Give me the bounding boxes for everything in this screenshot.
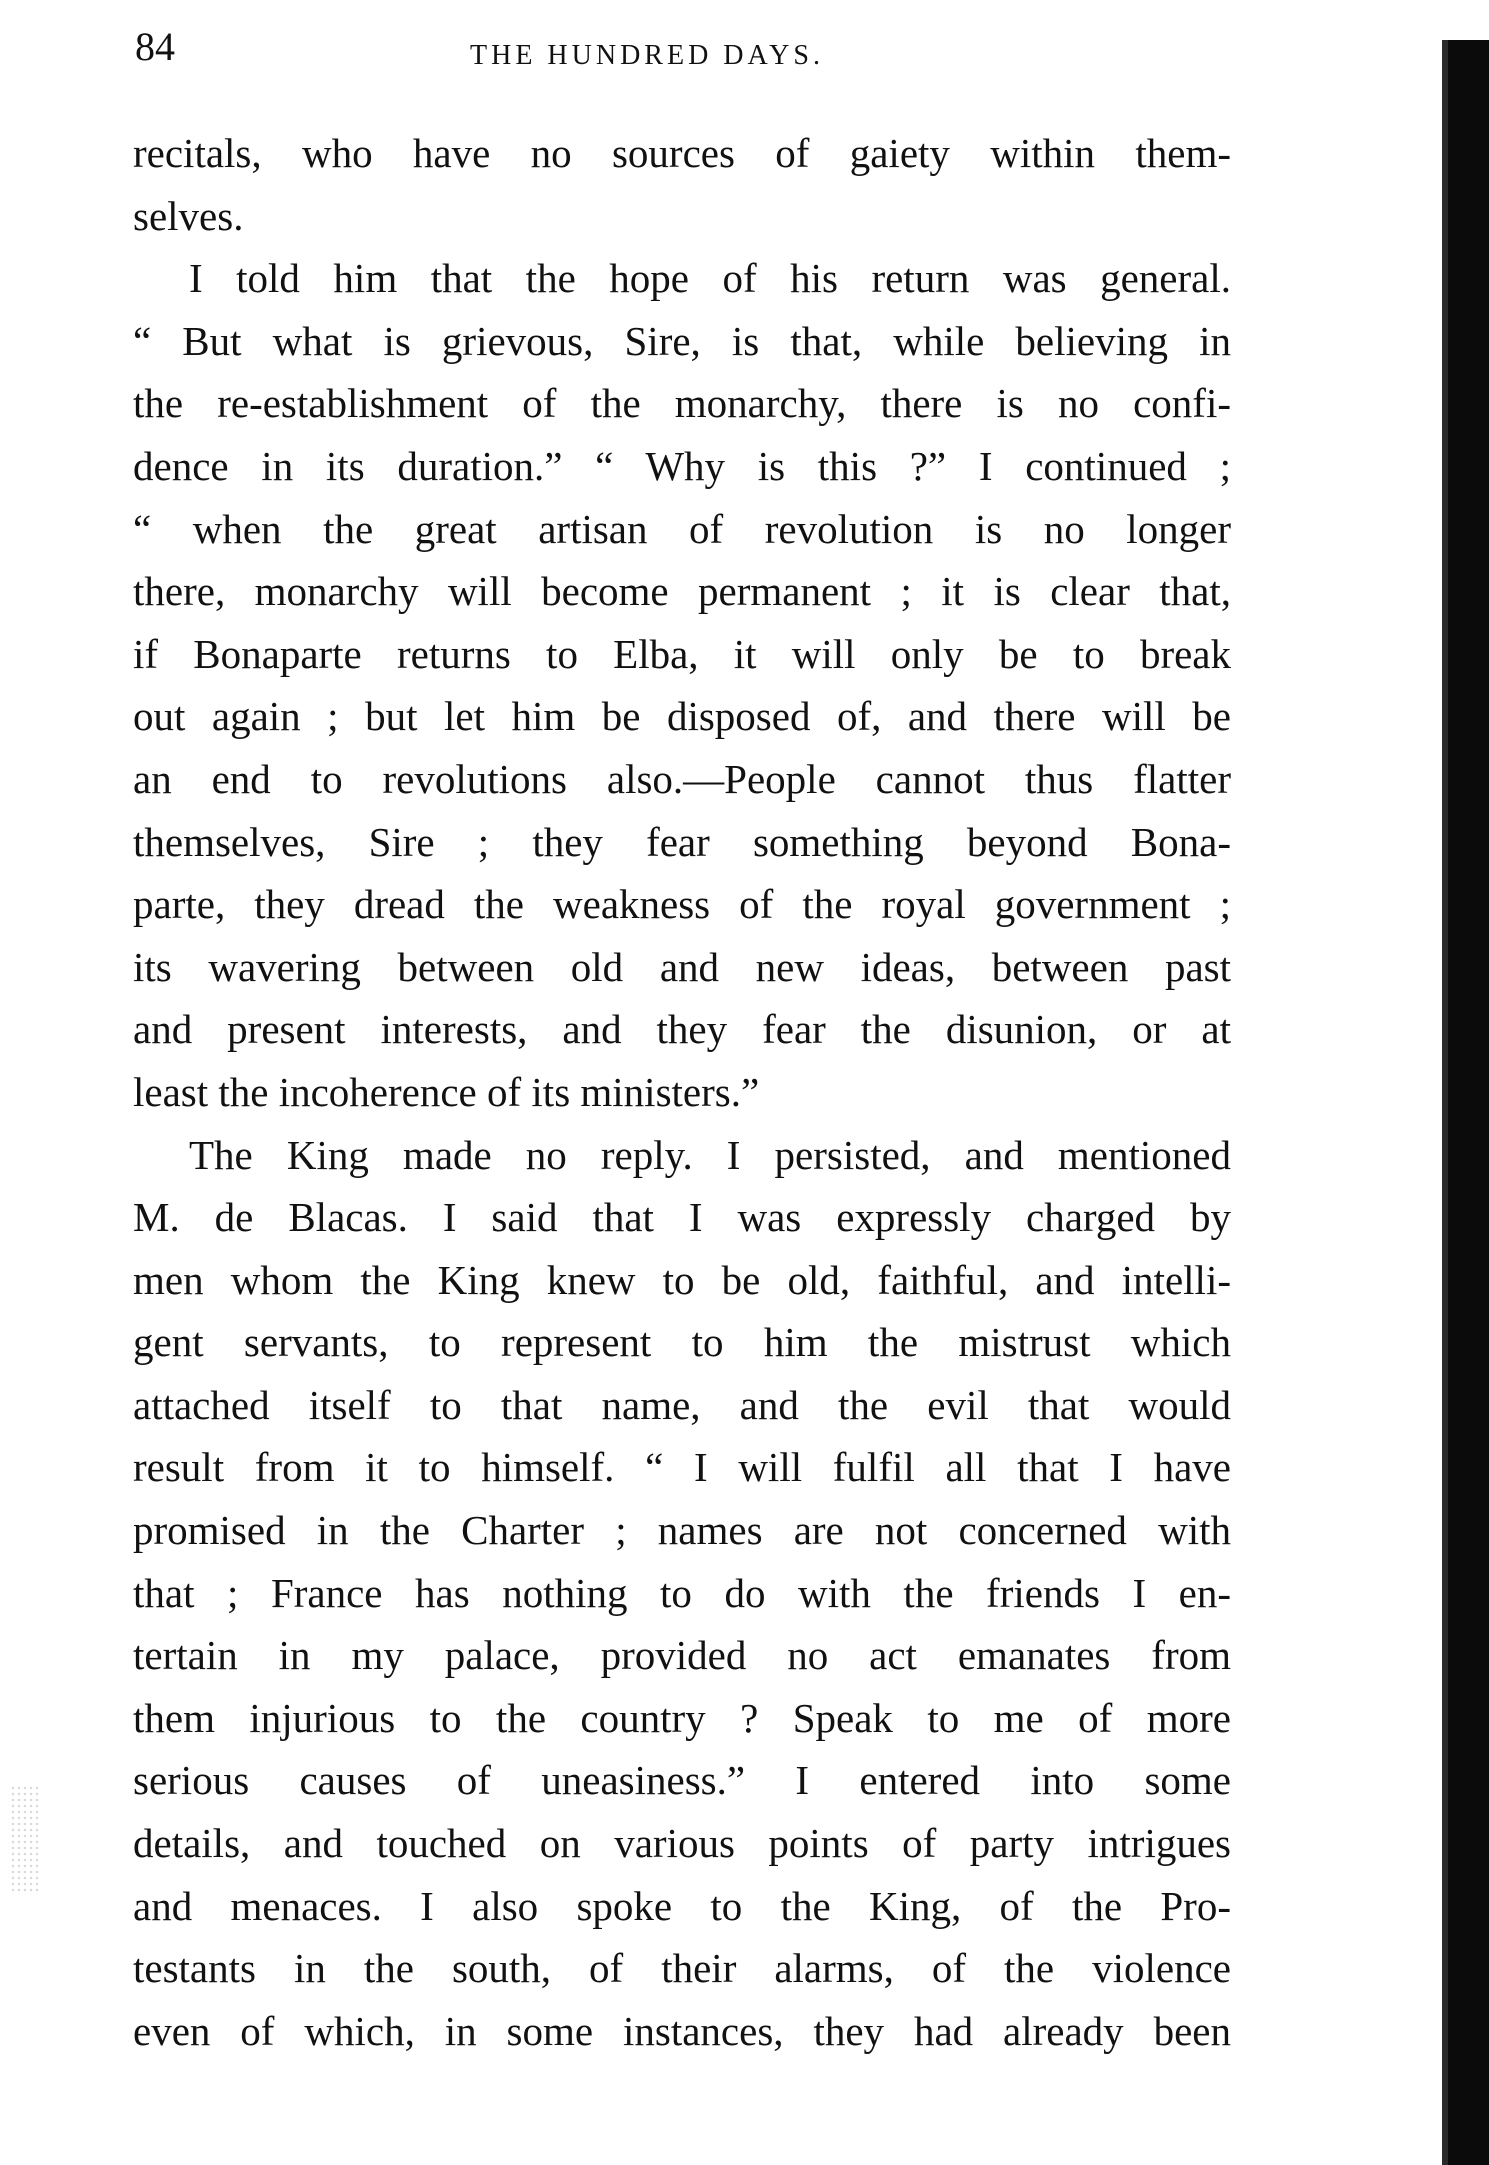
text-line: its wavering between old and new ideas, between past bbox=[133, 943, 1231, 990]
text-line: “ when the great artisan of revolution is no longer bbox=[133, 505, 1231, 552]
text-line: attached itself to that name, and the evil that would bbox=[133, 1381, 1231, 1428]
text-line: the re-establishment of the monarchy, there is no confi- bbox=[133, 380, 1231, 427]
text-line: themselves, Sire ; they fear something beyond Bona- bbox=[133, 818, 1231, 865]
text-line: result from it to himself. “ I will fulfil all that I have bbox=[133, 1444, 1231, 1491]
text-line: if Bonaparte returns to Elba, it will only be to break bbox=[133, 630, 1231, 677]
text-line: recitals, who have no sources of gaiety within them- bbox=[133, 130, 1231, 176]
text-line: serious causes of uneasiness.” I entered into some bbox=[133, 1757, 1231, 1804]
text-line: them injurious to the country ? Speak to me of more bbox=[133, 1694, 1231, 1741]
text-line: and present interests, and they fear the disunion, or at bbox=[133, 1006, 1231, 1053]
paper-speckle bbox=[10, 1785, 40, 1895]
text-line: “ But what is grievous, Sire, is that, while believing in bbox=[133, 317, 1231, 364]
text-line: gent servants, to represent to him the mistrust which bbox=[133, 1319, 1231, 1366]
text-line: and menaces. I also spoke to the King, of the Pro- bbox=[133, 1882, 1231, 1929]
text-line: The King made no reply. I persisted, and mentioned bbox=[189, 1131, 1231, 1178]
text-line: parte, they dread the weakness of the royal government ; bbox=[133, 881, 1231, 928]
text-line: men whom the King knew to be old, faithful, and intelli- bbox=[133, 1256, 1231, 1303]
text-line: details, and touched on various points of party intrigues bbox=[133, 1820, 1231, 1867]
text-line: out again ; but let him be disposed of, and there will be bbox=[133, 693, 1231, 740]
text-line: promised in the Charter ; names are not concerned with bbox=[133, 1507, 1231, 1554]
text-line: there, monarchy will become permanent ; it is clear that, bbox=[133, 568, 1231, 615]
text-line: least the incoherence of its ministers.” bbox=[133, 1068, 760, 1115]
page-binding-edge bbox=[1446, 40, 1489, 2165]
page-number: 84 bbox=[135, 24, 175, 69]
text-line: testants in the south, of their alarms, of the violence bbox=[133, 1945, 1231, 1992]
body-text bbox=[133, 122, 1231, 2062]
text-line: tertain in my palace, provided no act emanates from bbox=[133, 1632, 1231, 1679]
text-line: an end to revolutions also.—People cannot thus flatter bbox=[133, 755, 1231, 802]
text-line: that ; France has nothing to do with the friends I en- bbox=[133, 1569, 1231, 1616]
text-line: even of which, in some instances, they had already been bbox=[133, 2007, 1231, 2054]
text-line: I told him that the hope of his return was general. bbox=[189, 255, 1231, 302]
text-line: M. de Blacas. I said that I was expressly charged by bbox=[133, 1194, 1231, 1241]
text-line: selves. bbox=[133, 192, 244, 239]
running-head: THE HUNDRED DAYS. bbox=[470, 40, 824, 71]
text-line: dence in its duration.” “ Why is this ?” I continued ; bbox=[133, 442, 1231, 489]
